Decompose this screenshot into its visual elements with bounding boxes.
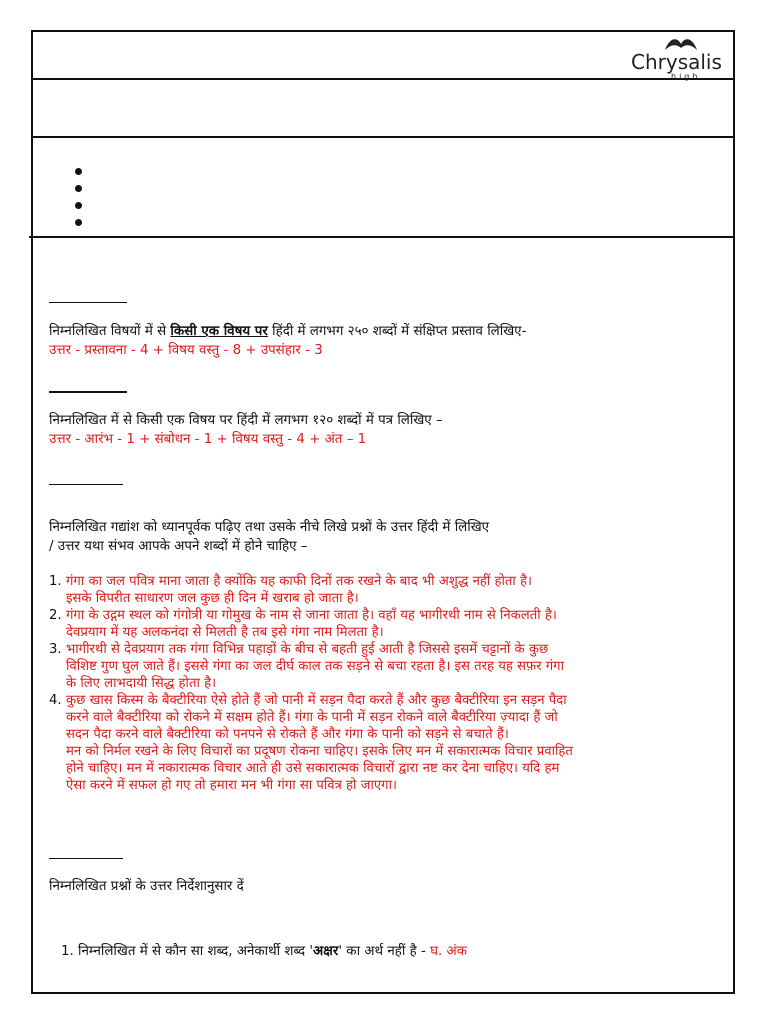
section-4-question-1 (61, 943, 467, 960)
section-1-line (49, 302, 127, 303)
logo-text: Chrysalis (631, 50, 722, 74)
section-3-answers (49, 573, 689, 794)
answer-item (49, 607, 689, 641)
q1-bold: अक्षर (313, 944, 339, 959)
answer-line: भागीरथी से देवप्रयाग तक गंगा विभिन्न पहाड़ों के बीच से बहती हुई आती है जिससे इसमें चट्टानों के कुछ (66, 642, 549, 657)
answer-line: कुछ खास किस्म के बैक्टीरिया ऐसे होते हैं जो पानी में सड़न पैदा करते हैं और कुछ बैक्टीरिया इन सड़न पैदा (66, 693, 567, 708)
section-2-instruction: निम्नलिखित में से किसी एक विषय पर हिंदी में लगभग १२० शब्दों में पत्र लिखिए – (49, 413, 443, 428)
section-4-instruction: निम्नलिखित प्रश्नों के उत्तर निर्देशानुसार दें (49, 879, 244, 894)
answer-number: 3. (49, 642, 62, 657)
chrysalis-logo (631, 36, 727, 82)
bullet-list (75, 168, 82, 236)
answer-line: सदन पैदा करने वाले बैक्टीरिया को पनपने से रोकते हैं और गंगा के पानी को सड़ने से बचाते हैं। (66, 727, 509, 742)
answer-line: देवप्रयाग में यह अलकनंदा से मिलती है तब इसे गंगा नाम मिलता है। (66, 625, 384, 640)
bullet-dot (75, 219, 82, 226)
section-1-answer: उत्तर - प्रस्तावना - 4 + विषय वस्तु - 8 + उपसंहार - 3 (49, 343, 323, 358)
header-divider-3 (29, 236, 733, 238)
s1-instruction-post: हिंदी में लगभग २५० शब्दों में संक्षिप्त प्रस्ताव लिखिए- (267, 324, 527, 339)
answer-line: गंगा के उद्गम स्थल को गंगोत्री या गोमुख के नाम से जाना जाता है। वहाँ यह भागीरथी नाम से निकलती है। (66, 608, 557, 623)
answer-line: ऐसा करने में सफल हो गए तो हमारा मन भी गंगा सा पवित्र हो जाएगा। (66, 778, 397, 793)
answer-line: इसके विपरीत साधारण जल कुछ ही दिन में खराब हो जाता है। (66, 591, 359, 606)
section-2-answer: उत्तर - आरंभ - 1 + संबोधन - 1 + विषय वस्तु - 4 + अंत – 1 (49, 432, 367, 447)
answer-item (49, 641, 689, 692)
section-3-instruction-1: निम्नलिखित गद्यांश को ध्यानपूर्वक पढ़िए तथा उसके नीचे लिखे प्रश्नों के उत्तर हिंदी में लिखिए (49, 520, 490, 535)
q1-answer: घ. अंक (430, 944, 468, 959)
bullet-dot (75, 185, 82, 192)
section-4-line (49, 858, 123, 859)
bullet-dot (75, 168, 82, 175)
answer-line: होने चाहिए। मन में नकारात्मक विचार आते ही उसे सकारात्मक विचारों द्वारा नष्ट कर देना चाहिए। यदि हम (66, 761, 560, 776)
answer-number: 4. (49, 693, 62, 708)
answer-line: विशिष्ट गुण घुल जाते हैं। इससे गंगा का जल दीर्घ काल तक सड़ने से बचा रहता है। इस तरह यह सफ़र गंगा (66, 659, 565, 674)
answer-number: 1. (49, 574, 62, 589)
answer-item (49, 692, 689, 794)
section-1-instruction (49, 323, 526, 340)
answer-item (49, 573, 689, 607)
q1-pre: 1. निम्नलिखित में से कौन सा शब्द, अनेकार्थी शब्द ' (61, 944, 314, 959)
bullet-dot (75, 202, 82, 209)
answer-line: गंगा का जल पवित्र माना जाता है क्योंकि यह काफी दिनों तक रखने के बाद भी अशुद्ध नहीं होता है। (66, 574, 533, 589)
page-frame (31, 30, 735, 994)
answer-line: करने वाले बैक्टीरिया को रोकने में सक्षम होते हैं। गंगा के पानी में सड़न रोकने वाले बैक्टीरिया ज़्यादा हैं जो (66, 710, 558, 725)
logo-subtext: high (671, 72, 701, 81)
section-3-line (49, 484, 123, 485)
header-divider-2 (33, 136, 733, 138)
s1-instruction-pre: निम्नलिखित विषयों में से (49, 324, 171, 339)
section-2-line (49, 391, 127, 393)
s1-instruction-bold: किसी एक विषय पर (170, 324, 268, 339)
answer-line: मन को निर्मल रखने के लिए विचारों का प्रदूषण रोकना चाहिए। इसके लिए मन में सकारात्मक विचार प्रवाहित (66, 744, 573, 759)
section-3-instruction-2: / उत्तर यथा संभव आपके अपने शब्दों में होने चाहिए – (49, 539, 308, 554)
answer-number: 2. (49, 608, 62, 623)
header-divider-1 (33, 78, 733, 80)
answer-line: के लिए लाभदायी सिद्ध होता है। (66, 676, 217, 691)
q1-post: ' का अर्थ नहीं है - (338, 944, 431, 959)
